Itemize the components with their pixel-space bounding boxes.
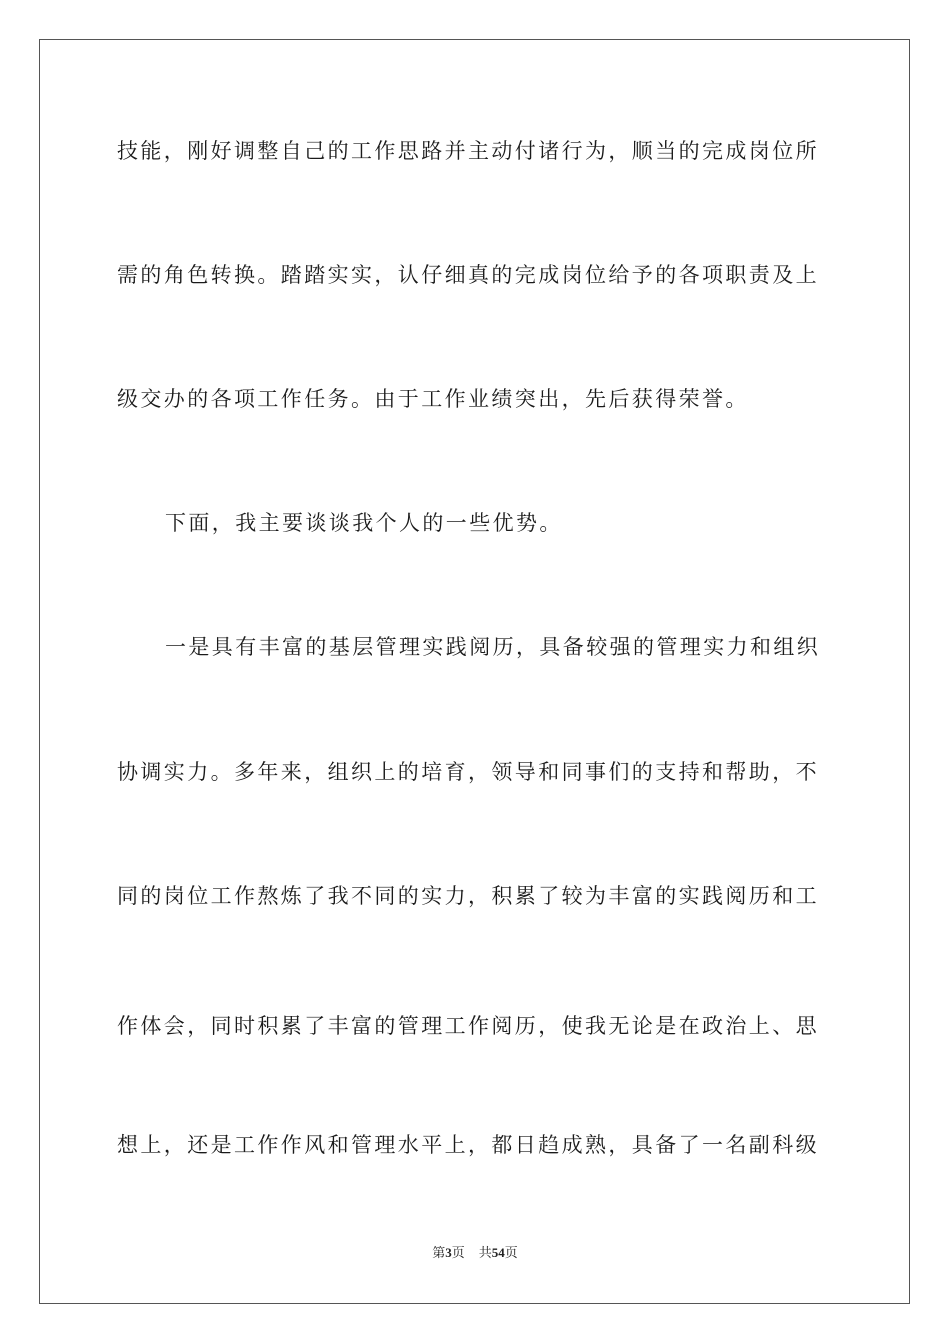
text-line-2: 需的角色转换。踏踏实实，认仔细真的完成岗位给予的各项职责及上 [117, 263, 819, 287]
total-suffix: 页 [504, 1246, 518, 1261]
text-line-8: 作体会，同时积累了丰富的管理工作阅历，使我无论是在政治上、思 [117, 1014, 819, 1038]
page-footer [0, 1245, 950, 1262]
page-border [39, 39, 910, 1304]
text-line-7: 同的岗位工作熬炼了我不同的实力，积累了较为丰富的实践阅历和工 [117, 884, 819, 908]
text-line-6: 协调实力。多年来，组织上的培育，领导和同事们的支持和帮助，不 [117, 760, 819, 784]
text-line-1: 技能，刚好调整自己的工作思路并主动付诸行为，顺当的完成岗位所 [117, 139, 819, 163]
text-line-3: 级交办的各项工作任务。由于工作业绩突出，先后获得荣誉。 [117, 387, 749, 411]
page-suffix: 页 [451, 1246, 465, 1261]
page-prefix: 第 [432, 1246, 446, 1261]
text-line-9: 想上，还是工作作风和管理水平上，都日趋成熟，具备了一名副科级 [117, 1133, 819, 1157]
text-line-4: 下面，我主要谈谈我个人的一些优势。 [165, 511, 563, 535]
total-pages: 54 [491, 1245, 505, 1260]
page-number: 3 [445, 1245, 452, 1260]
total-prefix: 共 [478, 1246, 492, 1261]
text-line-5: 一是具有丰富的基层管理实践阅历，具备较强的管理实力和组织 [165, 635, 821, 659]
